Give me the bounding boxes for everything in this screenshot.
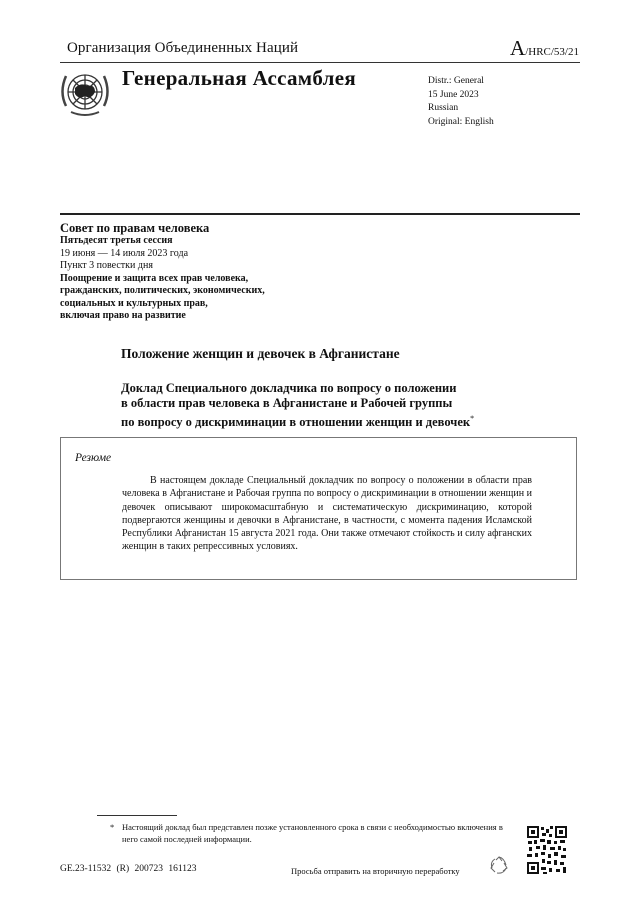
qr-code-icon	[526, 825, 568, 875]
agenda-item: Пункт 3 повестки дня	[60, 260, 153, 271]
document-title: Положение женщин и девочек в Афганистане	[121, 346, 400, 361]
footnote-marker: *	[110, 822, 115, 832]
symbol-prefix: A	[510, 36, 526, 60]
council-block	[60, 221, 265, 323]
session-name: Пятьдесят третья сессия	[60, 235, 173, 246]
recycle-text: Просьба отправить на вторичную переработку	[291, 866, 460, 876]
agenda-title-line: гражданских, политических, экономических,	[60, 285, 265, 296]
assembly-title: Генеральная Ассамблея	[122, 66, 357, 90]
footnote-text: Настоящий доклад был представлен позже установленного срока в связи с необходимостью включения в него самой последней информации.	[122, 822, 503, 844]
recycle-icon	[489, 856, 509, 876]
section-rule	[60, 213, 580, 215]
agenda-title-line: социальных и культурных прав,	[60, 297, 208, 309]
footnote-marker: *	[470, 414, 475, 423]
document-number: GE.23-11532 (R) 200723 161123	[60, 864, 197, 874]
subtitle-line: Доклад Специального докладчика по вопросу о положении	[121, 381, 457, 395]
document-symbol	[510, 36, 579, 61]
date-line: 15 June 2023	[428, 89, 479, 100]
subtitle-line: по вопросу о дискриминации в отношении женщин и девочек	[121, 415, 471, 430]
agenda-title-line: Поощрение и защита всех прав человека,	[60, 272, 249, 284]
organization-name: Организация Объединенных Наций	[67, 40, 299, 56]
summary-paragraph: В настоящем докладе Специальный докладчик по вопросу о положении в области прав человека в Афганистане и Рабочая группа по вопросу о дискриминации в отношении женщин и девочек описывают широкомасштабную и систематическую дискриминацию, которой подвергаются женщины и девочки в Афганистане, в частности, с момента падения Исламской Республики Афганистан 15 августа 2021 года. Они также отмечают стойкость и силу афганских женщин в таких репрессивных условиях.	[122, 475, 532, 553]
subtitle-line: в области прав человека в Афганистане и Рабочей группы	[121, 396, 453, 410]
distr-line: Distr.: General	[428, 76, 484, 86]
document-subtitle	[121, 381, 474, 430]
summary-text	[122, 474, 532, 554]
original-line: Original: English	[428, 116, 494, 127]
header-rule	[60, 62, 580, 63]
session-dates: 19 июня — 14 июля 2023 года	[60, 247, 189, 259]
footnote-rule	[97, 815, 177, 816]
un-emblem-icon	[57, 66, 113, 120]
council-name: Совет по правам человека	[60, 221, 210, 235]
symbol-rest: /HRC/53/21	[525, 46, 579, 58]
distribution-info	[428, 75, 494, 129]
footnote	[110, 821, 510, 845]
summary-label: Резюме	[75, 452, 112, 464]
language-line: Russian	[428, 103, 459, 113]
agenda-title-line: включая право на развитие	[60, 310, 186, 321]
